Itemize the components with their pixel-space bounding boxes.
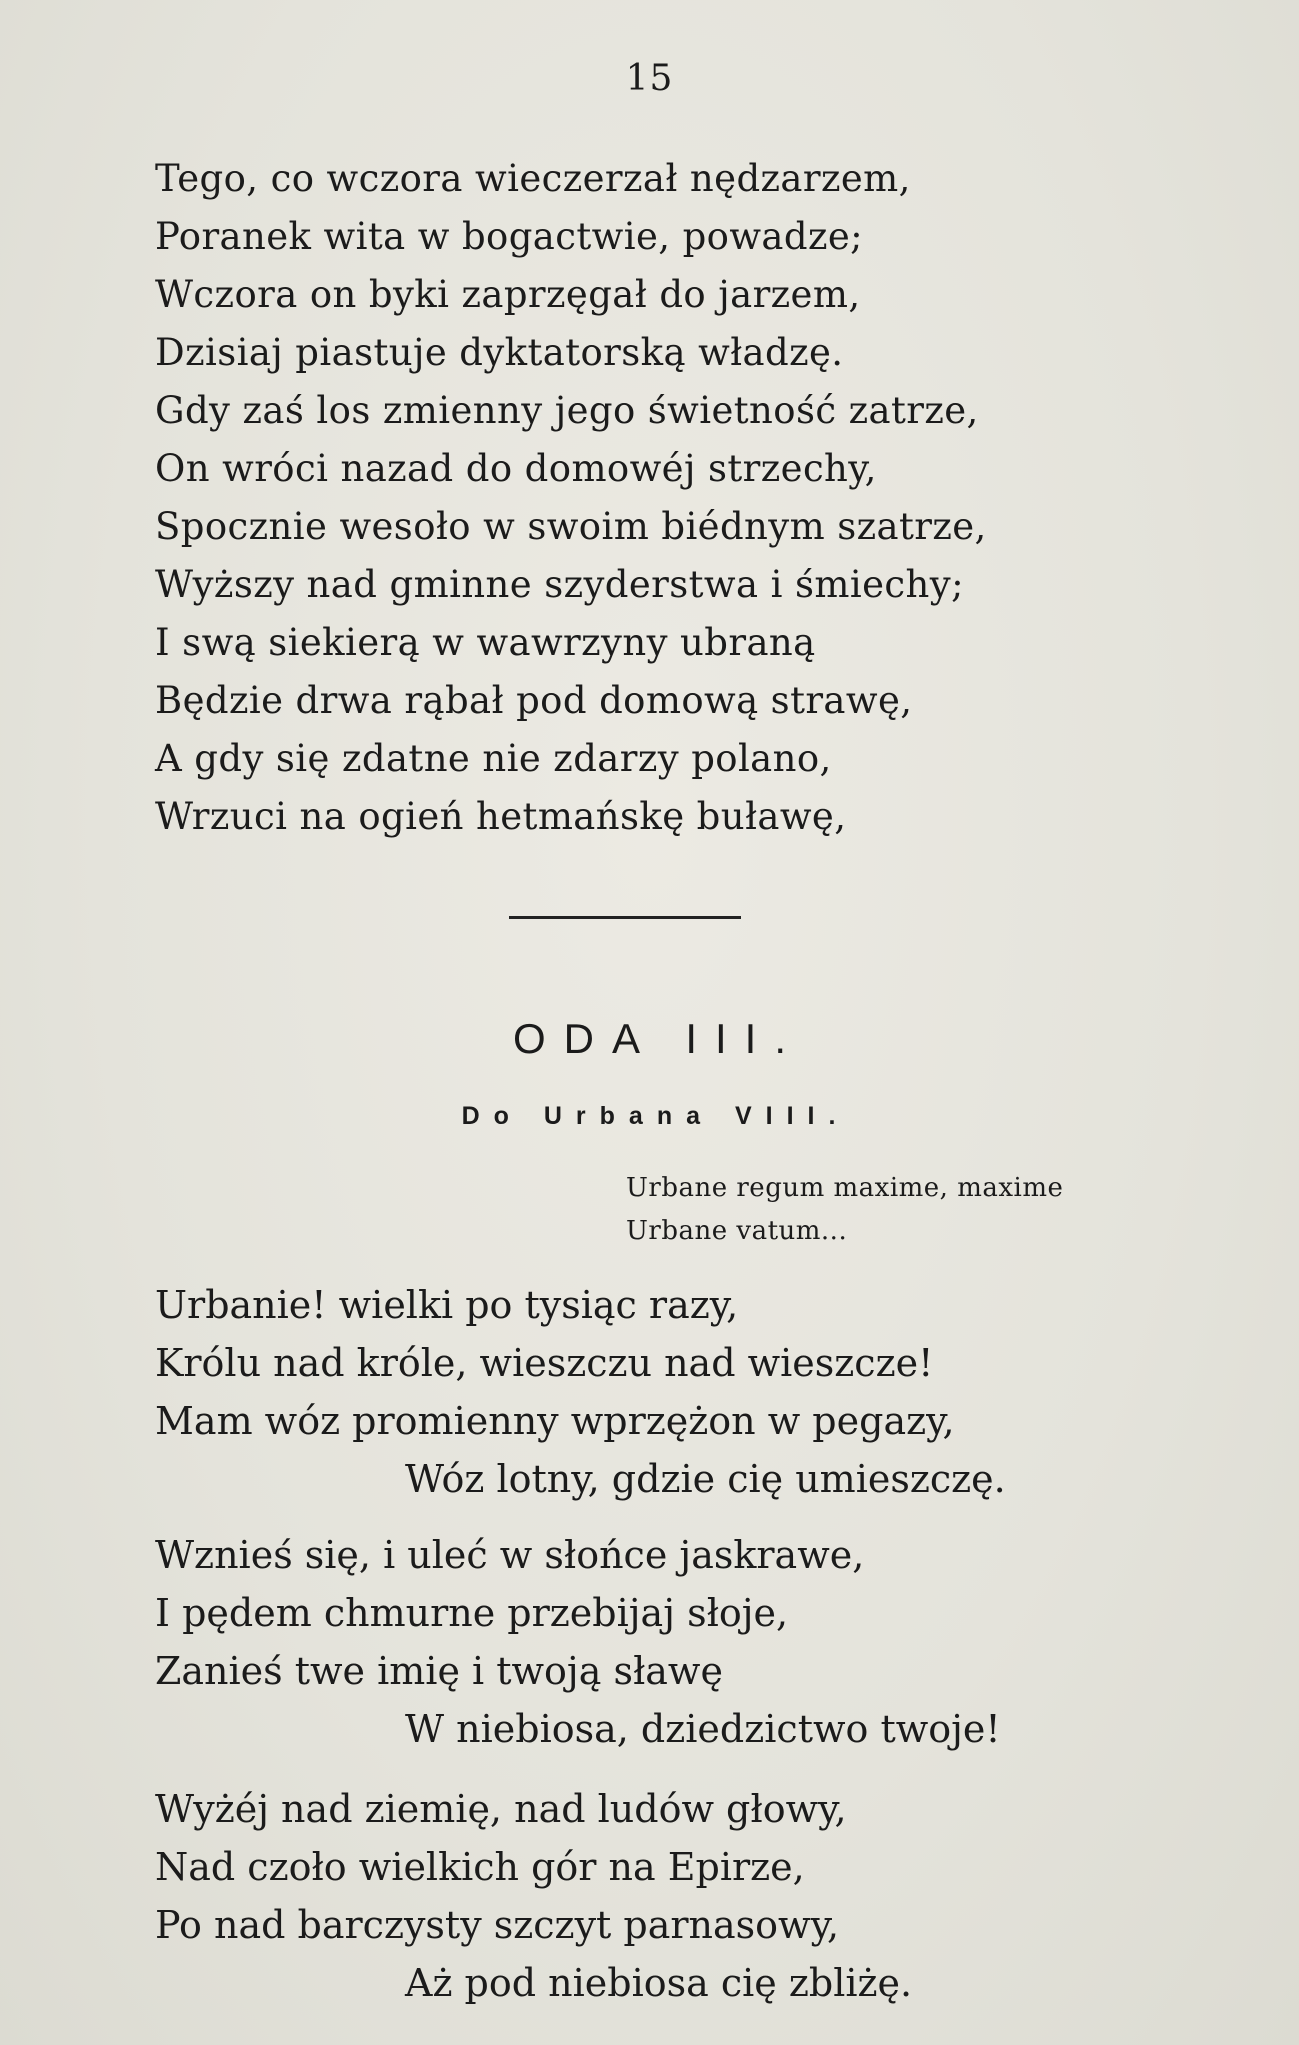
poem-line: Wrzuci na ogień hetmańskę buławę,	[155, 795, 847, 838]
poem-line: Poranek wita w bogactwie, powadze;	[155, 215, 864, 258]
poem-line: Po nad barczysty szczyt parnasowy,	[155, 1903, 840, 1947]
poem-line: Urbanie! wielki po tysiąc razy,	[155, 1283, 739, 1327]
poem-line: Wyższy nad gminne szyderstwa i śmiechy;	[155, 563, 964, 606]
poem-line: Gdy zaś los zmienny jego świetność zatrze,	[155, 389, 979, 432]
page-number: 15	[625, 58, 674, 99]
poem-line: A gdy się zdatne nie zdarzy polano,	[155, 737, 832, 780]
poem-line: Wczora on byki zaprzęgał do jarzem,	[155, 273, 861, 316]
poem-line: I swą siekierą w wawrzyny ubraną	[155, 621, 816, 664]
poem-line: Dzisiaj piastuje dyktatorską władzę.	[155, 331, 844, 374]
poem-line-indented: W niebiosa, dziedzictwo twoje!	[405, 1707, 1001, 1751]
poem-line-indented: Wóz lotny, gdzie cię umieszczę.	[405, 1457, 1006, 1501]
poem-line: Nad czoło wielkich gór na Epirze,	[155, 1845, 805, 1889]
poem-line: Wyżéj nad ziemię, nad ludów głowy,	[155, 1787, 847, 1831]
ode-stanza-2	[155, 1526, 1001, 1758]
poem-line: Tego, co wczora wieczerzał nędzarzem,	[155, 157, 911, 200]
ode-subtitle: Do Urbana VIII.	[461, 1102, 850, 1130]
section-divider	[509, 916, 741, 919]
epigraph-line: Urbane vatum...	[626, 1216, 848, 1246]
poem-line: Zanieś twe imię i twoją sławę	[155, 1649, 723, 1693]
poem-line: I pędem chmurne przebijaj słoje,	[155, 1591, 789, 1635]
ode-title: ODA III.	[512, 1015, 805, 1062]
poem-line: Królu nad króle, wieszczu nad wieszcze!	[155, 1341, 934, 1385]
poem-line: Mam wóz promienny wprzężon w pegazy,	[155, 1399, 955, 1443]
poem-line-indented: Aż pod niebiosa cię zbliżę.	[405, 1961, 913, 2005]
poem-line: On wróci nazad do domowéj strzechy,	[155, 447, 877, 490]
epigraph-line: Urbane regum maxime, maxime	[626, 1173, 1064, 1203]
epigraph	[626, 1167, 1063, 1253]
ode-stanza-3	[155, 1780, 912, 2012]
poem-line: Wznieś się, i uleć w słońce jaskrawe,	[155, 1533, 865, 1577]
poem-line: Będzie drwa rąbał pod domową strawę,	[155, 679, 913, 722]
ode-stanza-1	[155, 1276, 1006, 1508]
poem-stanza-top	[155, 150, 987, 846]
poem-line: Spocznie wesoło w swoim biédnym szatrze,	[155, 505, 987, 548]
